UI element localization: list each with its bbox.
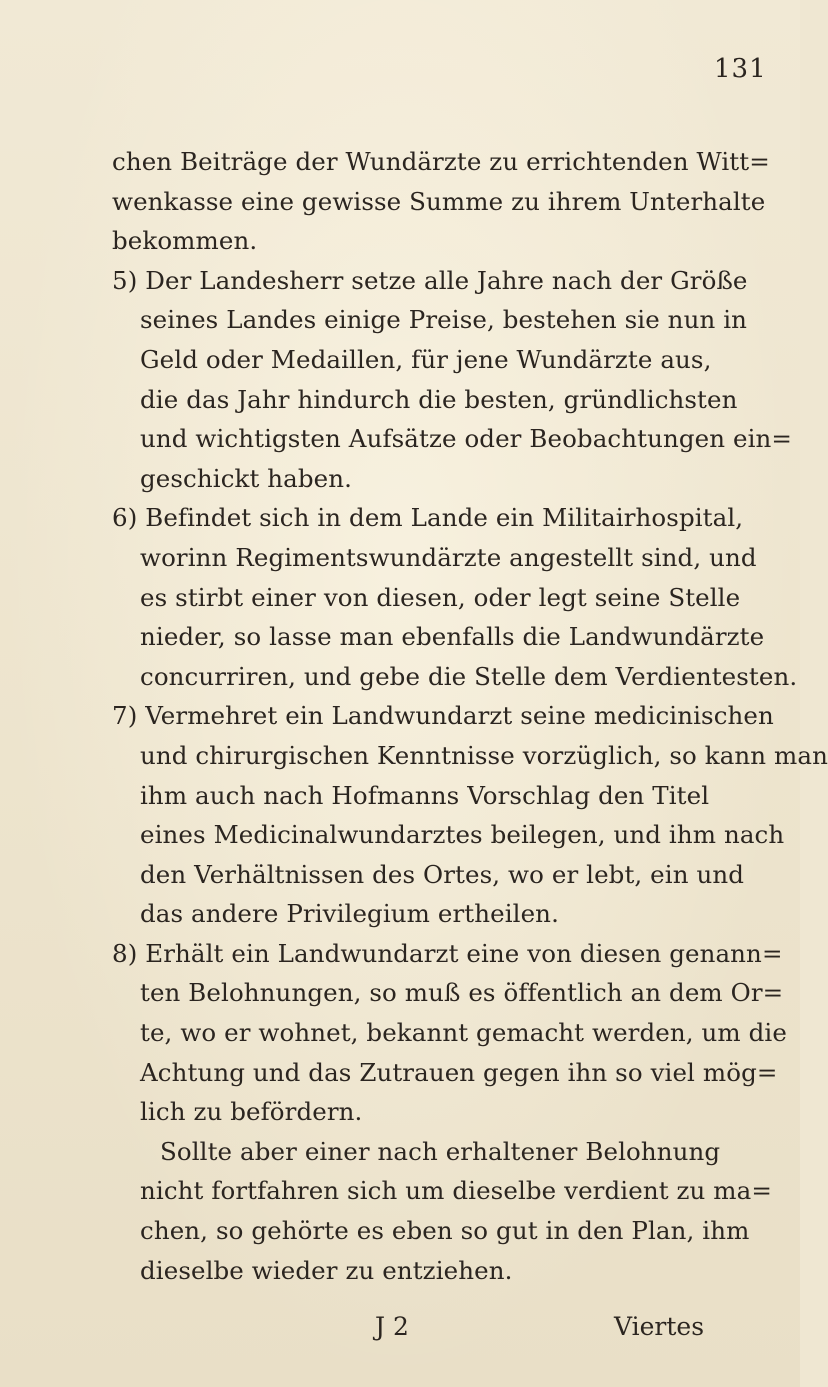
- text-line: und chirurgischen Kenntnisse vorzüglich, so kann man: [140, 740, 828, 770]
- text-line: seines Landes einige Preise, bestehen sie nun in: [140, 305, 748, 335]
- text-line: lich zu befördern.: [140, 1097, 363, 1127]
- text-line: Achtung und das Zutrauen gegen ihn so viel mög=: [140, 1057, 778, 1087]
- text-line: den Verhältnissen des Ortes, wo er lebt, ein und: [140, 859, 745, 889]
- text-line: Sollte aber einer nach erhaltener Belohnung: [160, 1136, 721, 1166]
- text-line: 6) Befindet sich in dem Lande ein Militairhospital,: [112, 503, 744, 533]
- text-line: 5) Der Landesherr setze alle Jahre nach der Größe: [112, 265, 748, 295]
- text-line: und wichtigsten Aufsätze oder Beobachtungen ein=: [140, 424, 793, 454]
- text-line: 8) Erhält ein Landwundarzt eine von diesen genann=: [112, 938, 783, 968]
- text-line: die das Jahr hindurch die besten, gründlichsten: [140, 384, 738, 414]
- text-line: chen Beiträge der Wundärzte zu errichtenden Witt=: [112, 147, 770, 176]
- text-line: eines Medicinalwundarztes beilegen, und ihm nach: [140, 820, 785, 850]
- text-line: das andere Privilegium ertheilen.: [140, 899, 559, 929]
- text-line: worinn Regimentswundärzte angestellt sind, und: [140, 542, 757, 572]
- text-line: ten Belohnungen, so muß es öffentlich an dem Or=: [140, 978, 784, 1008]
- text-line: 7) Vermehret ein Landwundarzt seine medicinischen: [112, 701, 774, 731]
- text-line: ihm auch nach Hofmanns Vorschlag den Titel: [140, 780, 710, 810]
- text-line: geschickt haben.: [140, 463, 353, 493]
- text-line: bekommen.: [112, 226, 258, 256]
- text-line: nieder, so lasse man ebenfalls die Landwundärzte: [140, 622, 765, 652]
- text-line: chen, so gehörte es eben so gut in den Plan, ihm: [140, 1216, 750, 1246]
- page-footer: [0, 1312, 800, 1352]
- signature-mark: J 2: [375, 1312, 409, 1341]
- text-line: te, wo er wohnet, bekannt gemacht werden, um die: [140, 1018, 787, 1048]
- text-line: concurriren, und gebe die Stelle dem Verdientesten.: [140, 661, 798, 691]
- text-line: es stirbt einer von diesen, oder legt seine Stelle: [140, 582, 741, 612]
- catchword: Viertes: [614, 1312, 705, 1341]
- text-line: wenkasse eine gewisse Summe zu ihrem Unterhalte: [112, 186, 766, 216]
- text-line: dieselbe wieder zu entziehen.: [140, 1255, 513, 1285]
- body-text: [112, 142, 828, 1290]
- page-number: 131: [714, 54, 767, 84]
- text-line: nicht fortfahren sich um dieselbe verdient zu ma=: [140, 1176, 772, 1206]
- text-line: Geld oder Medaillen, für jene Wundärzte aus,: [140, 344, 712, 374]
